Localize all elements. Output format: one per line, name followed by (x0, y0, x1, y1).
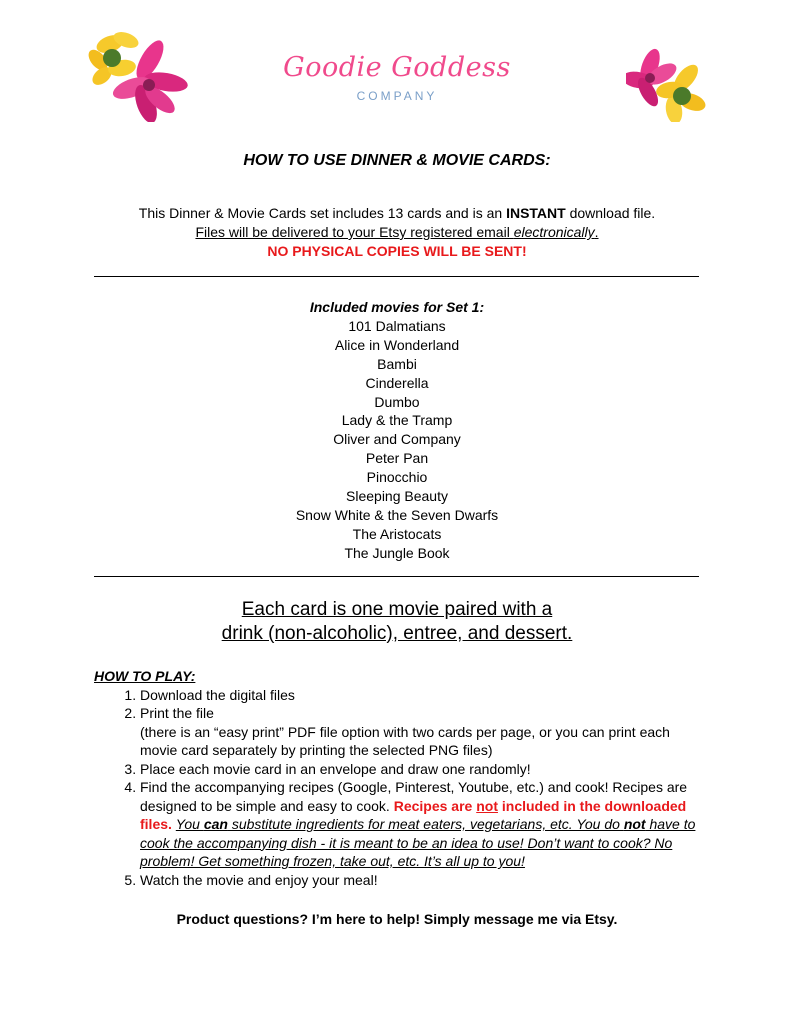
instant-emphasis: INSTANT (506, 205, 566, 221)
movie-item: Lady & the Tramp (341, 412, 453, 429)
intro-text: download file. (565, 205, 656, 221)
step-text: Place each movie card in an envelope and draw one randomly! (140, 760, 531, 777)
warning-not: not (476, 797, 498, 814)
movie-item: Oliver and Company (333, 431, 461, 448)
substitution-note (140, 816, 695, 869)
intro-text: . (594, 224, 599, 240)
step-text: Print the file (140, 705, 214, 721)
intro-section (0, 204, 794, 261)
note-can: can (203, 816, 228, 832)
movie-item: The Jungle Book (344, 544, 450, 561)
how-to-play-heading: HOW TO PLAY: (94, 668, 196, 684)
logo-script-text: Goodie Goddess (283, 52, 511, 83)
step-item (140, 704, 704, 760)
warning-text: included in the downloaded files. (140, 797, 687, 832)
how-to-play-section (94, 667, 704, 889)
step-text: Download the digital files (140, 686, 295, 703)
step-note: (there is an “easy print” PDF file option with two cards per page, or you can print each movie card separately by printing the selected PNG files) (140, 723, 670, 758)
pairing-line-2: drink (non-alcoholic), entree, and dessert. (221, 623, 573, 644)
intro-text: This Dinner & Movie Cards set includes 13 cards and is an (138, 205, 507, 221)
movie-item: 101 Dalmatians (348, 317, 446, 334)
brand-logo (0, 52, 794, 103)
movie-item: Snow White & the Seven Dwarfs (295, 506, 499, 523)
step-item (140, 760, 704, 779)
movie-item: Cinderella (365, 374, 429, 391)
movie-item: Pinocchio (366, 469, 428, 486)
note-text: You (175, 816, 204, 832)
warning-text: Recipes are (393, 797, 477, 814)
pairing-line-1: Each card is one movie paired with a (241, 599, 553, 620)
step-text: Watch the movie and enjoy your meal! (140, 871, 378, 888)
pairing-statement (0, 598, 794, 646)
movie-item: Dumbo (374, 393, 420, 410)
movies-heading: Included movies for Set 1: (309, 299, 485, 315)
divider-line (94, 576, 699, 577)
step-text: Find the accompanying recipes (Google, Pinterest, Youtube, etc.) and cook! Recipes are designed to be simple and easy to cook. (140, 779, 688, 814)
movies-section (0, 298, 794, 563)
step-item (140, 871, 704, 890)
page-title: HOW TO USE DINNER & MOVIE CARDS: (243, 152, 551, 169)
intro-line-2 (0, 223, 794, 242)
intro-text: Files will be delivered to your Etsy registered email (195, 224, 514, 240)
step-item (140, 686, 704, 705)
movie-list (0, 317, 794, 563)
movie-item: Bambi (377, 355, 417, 372)
divider-line (94, 276, 699, 277)
step-item (140, 778, 704, 871)
electronically-emphasis: electronically (513, 224, 595, 240)
no-physical-copies-warning: NO PHYSICAL COPIES WILL BE SENT! (267, 243, 527, 259)
intro-line-1 (0, 204, 794, 223)
footer-contact-note: Product questions? I’m here to help! Simply message me via Etsy. (176, 911, 618, 927)
movie-item: The Aristocats (352, 525, 442, 542)
movie-item: Alice in Wonderland (334, 336, 460, 353)
movie-item: Sleeping Beauty (346, 488, 448, 505)
steps-list (94, 686, 704, 890)
note-not: not (623, 816, 646, 832)
movie-item: Peter Pan (365, 450, 429, 467)
note-text: substitute ingredients for meat eaters, vegetarians, etc. You do (227, 816, 624, 832)
logo-subtitle: COMPANY (356, 89, 438, 103)
note-text: have to cook the accompanying dish - it is meant to be an idea to use! Don’t want to cook? No problem! Get something frozen, take out, etc. It’s all up to you! (140, 816, 696, 869)
